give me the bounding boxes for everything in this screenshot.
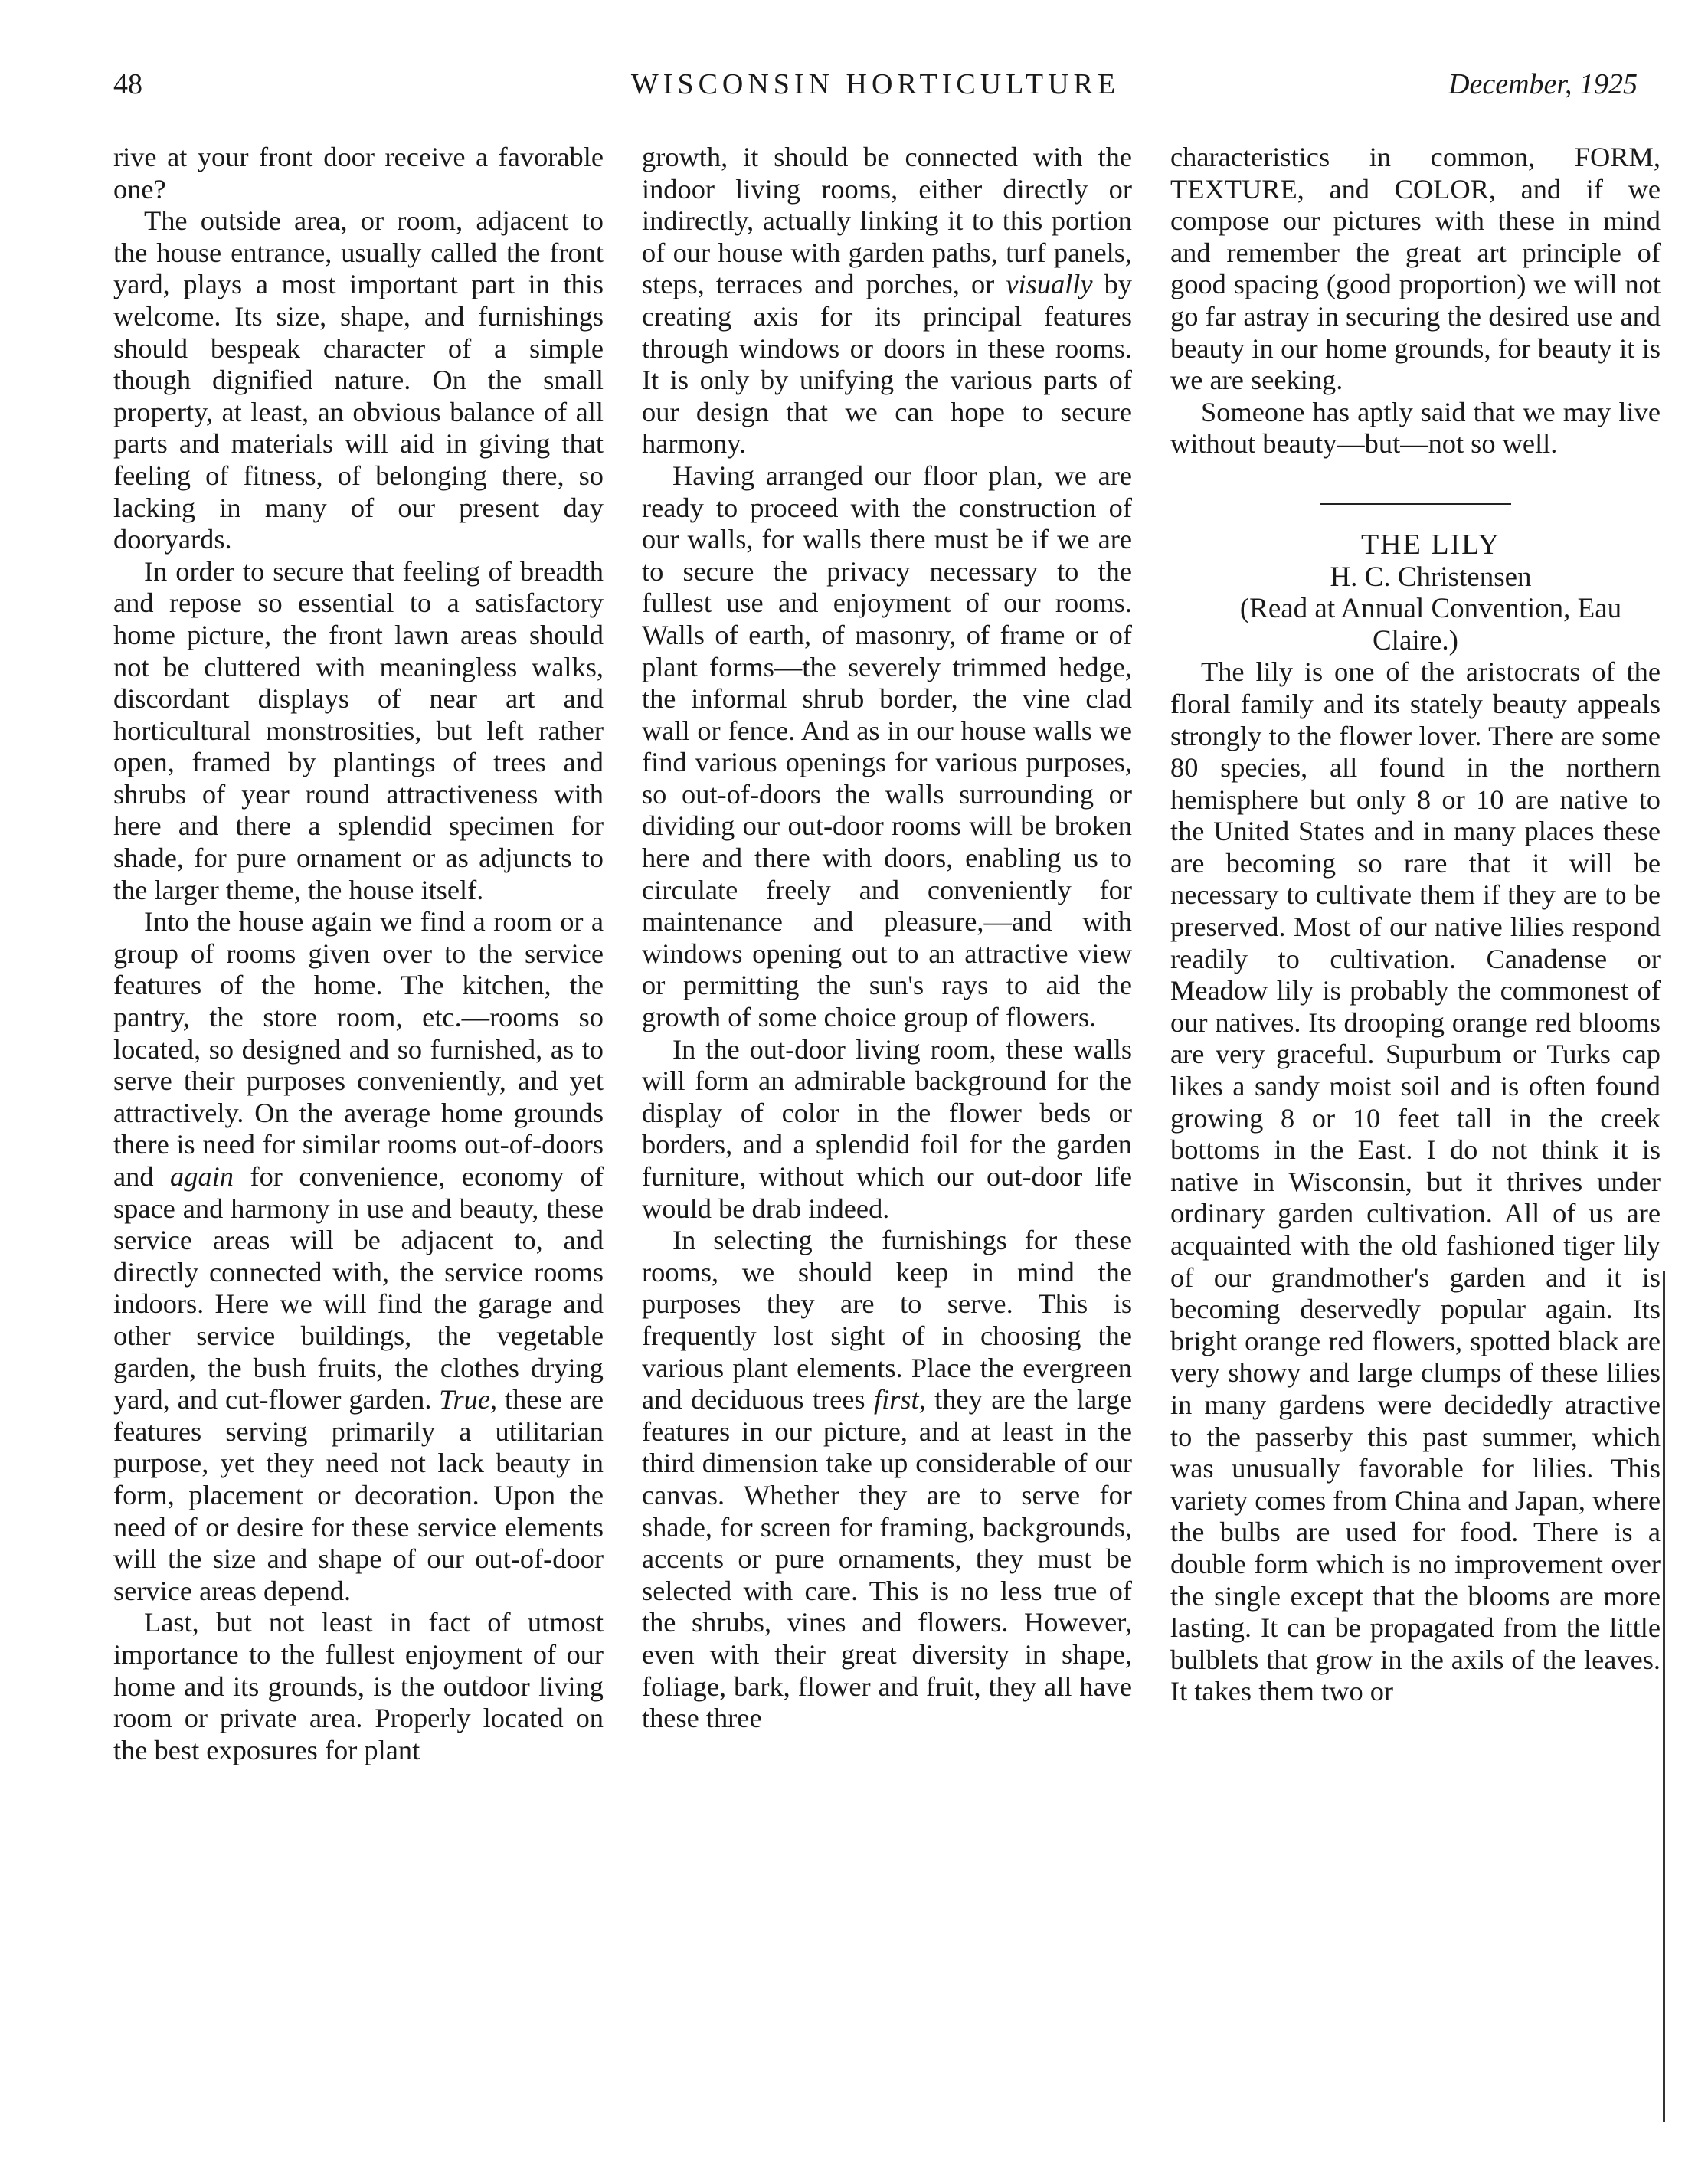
- issue-date: December, 1925: [1448, 68, 1638, 100]
- paragraph: The outside area, or room, adjacent to the house entrance, usually called the front yard, plays a most important part in this welcome. Its size, shape, and furnishings should bespeak character of a simple though dignified nature. On the small property, at least, an obvious balance of all parts and materials will aid in giving that feeling of fitness, of belonging there, so lacking in many of our present day dooryards.: [113, 205, 604, 555]
- page-header: [113, 67, 1638, 113]
- section-divider: [1320, 503, 1511, 505]
- emphasis: first,: [874, 1384, 926, 1415]
- text-run: for convenience, economy of space and harmony in use and beauty, these service areas will be adjacent to, and directly connected with, the service rooms indoors. Here we will find the garage and other service buildings, the vegetable garden, the bush fruits, the clothes drying yard, and cut-flower garden.: [113, 1161, 604, 1415]
- column-2: [642, 142, 1132, 2133]
- text-run: they are the large features in our picture, and at least in the third dimension take up considerable of our canvas. Whether they are to serve for shade, for screen for framing, backgrounds, accents or pure ornaments, they must be selected with care. This is no less true of the shrubs, vines and flowers. However, even with their great diversity in shape, foliage, bark, flower and fruit, they all have these three: [642, 1384, 1132, 1734]
- emphasis: visually: [1006, 269, 1093, 300]
- paragraph: Having arranged our floor plan, we are ready to proceed with the construction of our walls, for walls there must be if we are to secure the privacy necessary to the fullest use and enjoyment of our rooms. Walls of earth, of masonry, of frame or of plant forms—the severely trimmed hedge, the informal shrub border, the vine clad wall or fence. And as in our house walls we find various openings for various purposes, so out-of-doors the walls surrounding or dividing our out-door rooms will be broken here and there with doors, enabling us to circulate freely and conveniently for maintenance and pleasure,—and with windows opening out to an attractive view or permitting the sun's rays to aid the growth of some choice group of flowers.: [642, 460, 1132, 1033]
- journal-title: WISCONSIN HORTICULTURE: [630, 68, 1121, 100]
- page-number: 48: [113, 68, 142, 100]
- column-3: [1170, 142, 1661, 2133]
- paragraph: [113, 906, 604, 1607]
- paragraph: Last, but not least in fact of utmost importance to the fullest enjoyment of our home and its grounds, is the outdoor living room or private area. Properly located on the best exposures for plant: [113, 1607, 604, 1765]
- paragraph: characteristics in common, FORM, TEXTURE, and COLOR, and if we compose our pictures with these in mind and remember the great art principle of good spacing (good proportion) we will not go far astray in securing the desired use and beauty in our home grounds, for beauty it is we are seeking.: [1170, 142, 1661, 396]
- text-run: In selecting the furnishings for these rooms, we should keep in mind the purposes they are to serve. This is frequently lost sight of in choosing the various plant elements. Place the evergreen and deciduous trees: [642, 1225, 1132, 1415]
- paragraph: In order to secure that feeling of breadth and repose so essential to a satisfactory home picture, the front lawn areas should not be cluttered with meaningless walks, discordant displays of near art and horticultural monstrosities, but left rather open, framed by plantings of trees and shrubs of year round attractiveness with here and there a splendid specimen for shade, for pure ornament or as adjuncts to the larger theme, the house itself.: [113, 555, 604, 905]
- emphasis: True,: [439, 1384, 498, 1415]
- paragraph: Someone has aptly said that we may live without beauty—but—not so well.: [1170, 396, 1661, 460]
- text-run: these are features serving primarily a utilitarian purpose, yet they need not lack beauty in form, placement or decoration. Upon the need of or desire for these service elements will the size and shape of our out-of-door service areas depend.: [113, 1384, 604, 1606]
- article-title: THE LILY: [1360, 528, 1501, 561]
- paragraph: [642, 142, 1132, 460]
- column-1: [113, 142, 604, 2133]
- article-note: (Read at Annual Convention, Eau Claire.): [1239, 593, 1622, 656]
- paragraph: The lily is one of the aristocrats of the floral family and its stately beauty appeals strongly to the flower lover. There are some 80 species, all found in the northern hemisphere but only 8 or 10 are native to the United States and in many places these are becoming so rare that it will be necessary to cultivate them if they are to be preserved. Most of our native lilies respond readily to cultivation. Canadense or Meadow lily is probably the commonest of our natives. Its drooping orange red blooms are very graceful. Supurbum or Turks cap likes a sandy moist soil and is often found growing 8 or 10 feet tall in the creek bottoms in the East. I do not think it is native in Wisconsin, but it thrives under ordinary garden cultivation. All of us are acquainted with the old fashioned tiger lily of our grandmother's garden and it is becoming deservedly popular again. Its bright orange red flowers, spotted black are very showy and large clumps of these lilies in many gardens were decidedly atractive to the passerby this past summer, which was unusually favorable for lilies. This variety comes from China and Japan, where the bulbs are used for food. There is a double form which is no improvement over the single except that the blooms are more lasting. It can be propagated from the little bulblets that grow in the axils of the leaves. It takes them two or: [1170, 656, 1661, 1707]
- text-run: growth, it should be connected with the indoor living rooms, either directly or indirectly, actually linking it to this portion of our house with garden paths, turf panels, steps, terraces and porches, or: [642, 142, 1132, 300]
- paragraph: In the out-door living room, these walls will form an admirable background for the display of color in the flower beds or borders, and a splendid foil for the garden furniture, without which our out-door life would be drab indeed.: [642, 1033, 1132, 1224]
- paragraph: [642, 1225, 1132, 1735]
- text-run: Into the house again we find a room or a group of rooms given over to the service features of the home. The kitchen, the pantry, the store room, etc.—rooms so located, so designed and so furnished, as to serve their purposes conveniently, and yet attractively. On the average home grounds there is need for similar rooms out-of-doors and: [113, 906, 604, 1192]
- emphasis: again: [170, 1161, 234, 1192]
- paragraph: rive at your front door receive a favorable one?: [113, 142, 604, 205]
- text-run: by creating axis for its principal features through windows or doors in these rooms. It is only by unifying the various parts of our design that we can hope to secure harmony.: [642, 269, 1132, 460]
- margin-rule: [1663, 1271, 1665, 2122]
- article-author: H. C. Christensen: [1330, 561, 1532, 593]
